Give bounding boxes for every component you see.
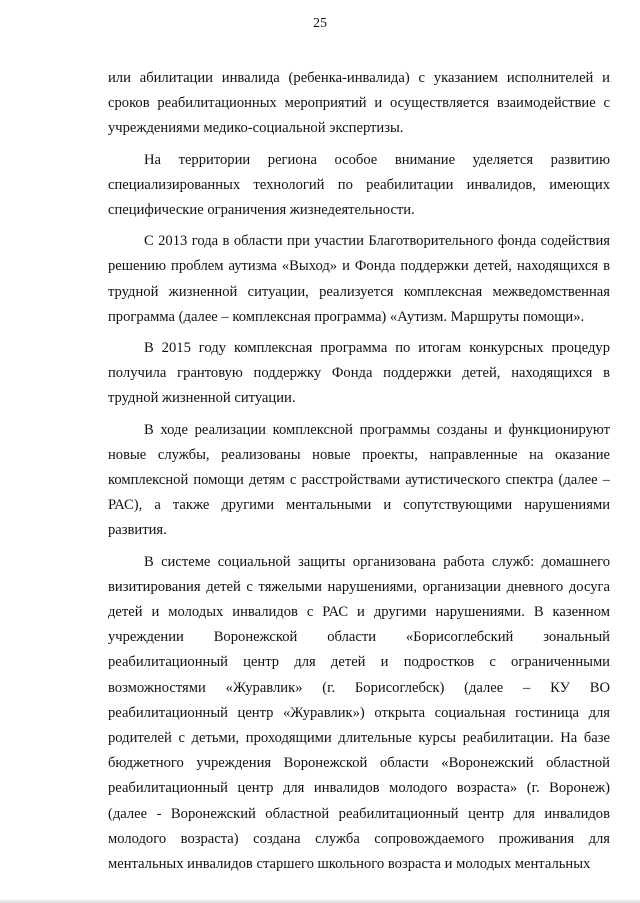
paragraph-continuation: или абилитации инвалида (ребенка-инвалида) с указанием исполнителей и сроков реабилитационных мероприятий и осуществляется взаимодействие с учреждениями медико-социальной экспертизы. [108, 70, 610, 137]
paragraph-new-services: В ходе реализации комплексной программы созданы и функционируют новые службы, реализованы новые проекты, направленные на оказание комплексной помощи детям с расстройствами аутистического спектра (далее – РАС), а также другими ментальными и сопутствующими нарушениями развития. [108, 421, 610, 539]
paragraph-specialized-technologies: На территории региона особое внимание уделяется развитию специализированных технологий по реабилитации инвалидов, имеющих специфические ограничения жизнедеятельности. [108, 151, 610, 219]
paragraph-autism-program: С 2013 года в области при участии Благотворительного фонда содействия решению проблем аутизма «Выход» и Фонда поддержки детей, находящихся в трудной жизненной ситуации, реализуется комплексная межведомственная программа (далее – комплексная программа) «Аутизм. Маршруты помощи». [108, 233, 610, 325]
paragraph-grant-support: В 2015 году комплексная программа по итогам конкурсных процедур получила грантовую поддержку Фонда поддержки детей, находящихся в трудной жизненной ситуации. [108, 340, 610, 407]
document-body [108, 66, 610, 877]
page-number: 25 [313, 16, 327, 31]
scan-edge-divider [0, 899, 640, 903]
paragraph-social-protection: В системе социальной защиты организована работа служб: домашнего визитирования детей с тяжелыми нарушениями, организации дневного досуга детей и молодых инвалидов с РАС и другими нарушениями. В казенном учреждении Воронежской области «Борисоглебский зональный реабилитационный центр для детей и подростков с ограниченными возможностями «Журавлик» (г. Борисоглебск) (далее – КУ ВО реабилитационный центр «Журавлик») открыта социальная гостиница для родителей с детьми, проходящими длительные курсы реабилитации. На базе бюджетного учреждения Воронежской области «Воронежский областной реабилитационный центр для инвалидов молодого возраста» (г. Воронеж) (далее - Воронежский областной реабилитационный центр для инвалидов молодого возраста) создана служба сопровождаемого проживания для ментальных инвалидов старшего школьного возраста и молодых ментальных [108, 553, 610, 873]
